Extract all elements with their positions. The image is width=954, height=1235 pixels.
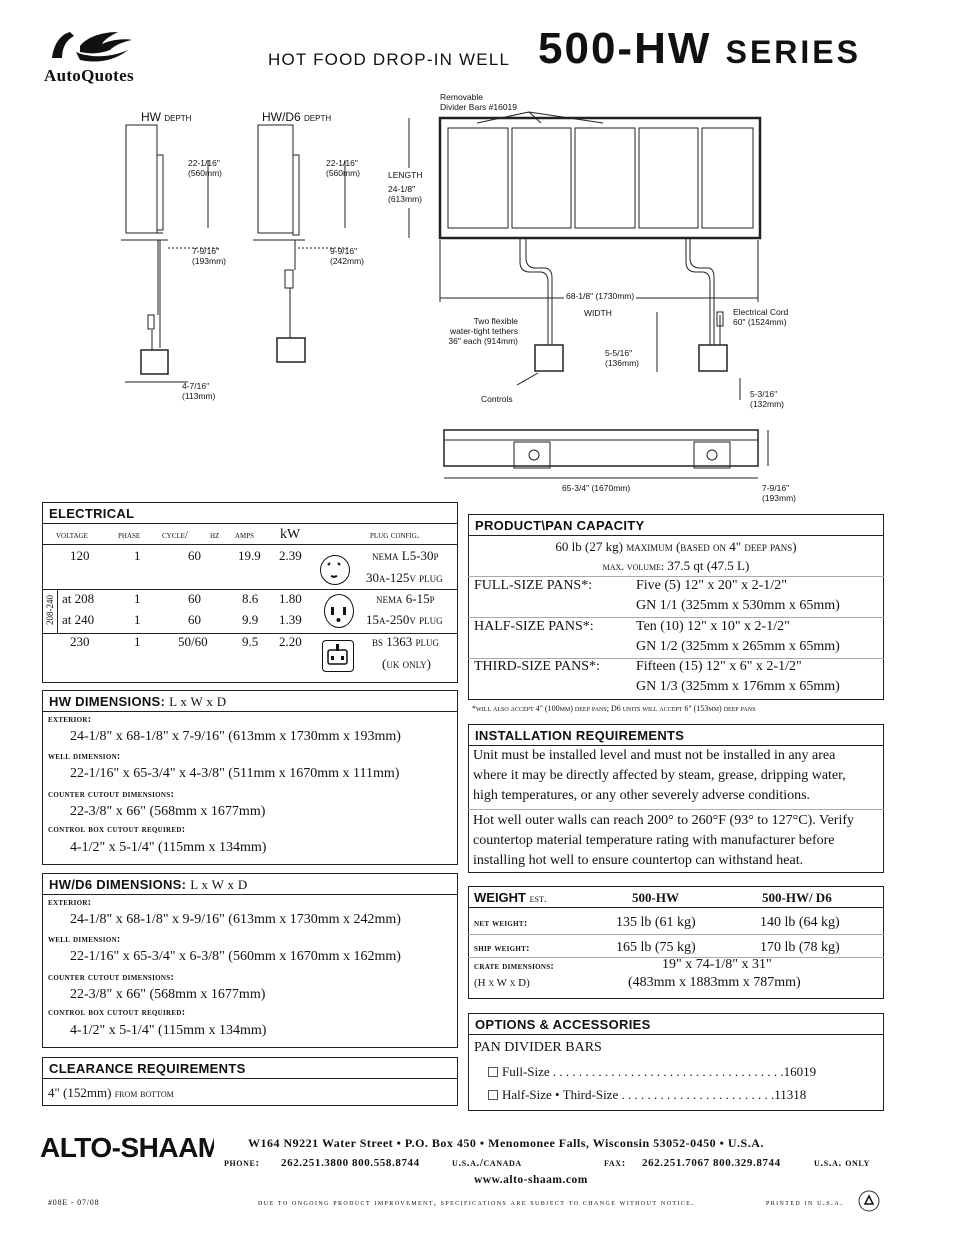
model-name: 500-HW	[538, 24, 712, 73]
ship-weight-500hwd6: 170 lb (78 kg)	[760, 940, 840, 955]
width-label: WIDTH	[584, 308, 612, 318]
hw-dimensions-title: HW DIMENSIONS: L x W x D	[43, 691, 457, 712]
cell-phase: 1	[134, 634, 141, 649]
row-divider	[468, 809, 884, 810]
weight-col-500hwd6: 500-HW/ D6	[762, 890, 832, 905]
full-size-value: Five (5) 12" x 20" x 2-1/2"	[636, 578, 787, 593]
plug1-line1: nema L5-30p	[372, 548, 439, 563]
hw-depth-label: HW depth	[141, 110, 192, 124]
phone-region: u.s.a./canada	[452, 1157, 522, 1169]
alto-shaam-logo	[40, 1128, 214, 1164]
plug2-line2: 15a-250v plug	[366, 612, 443, 627]
phone-label: phone:	[224, 1157, 260, 1169]
checkbox-full-size[interactable]	[488, 1067, 498, 1077]
crate-dimensions-mm: (483mm x 1883mm x 787mm)	[628, 975, 801, 990]
cell-amps: 9.5	[242, 634, 259, 649]
well-height-dim: 7-9/16" (193mm)	[762, 483, 797, 503]
printed-in-usa: printed in u.s.a.	[766, 1198, 844, 1207]
cell-voltage: 120	[70, 548, 90, 563]
cell-phase: 1	[134, 591, 141, 606]
hw-dim-box: 4-7/16" (113mm)	[182, 381, 216, 401]
plug2-line1: nema 6-15p	[376, 591, 435, 606]
technical-drawing	[0, 0, 954, 510]
cell-phase: 1	[134, 612, 141, 627]
clearance-title: CLEARANCE REQUIREMENTS	[43, 1058, 457, 1079]
website-link[interactable]: www.alto-shaam.com	[474, 1174, 588, 1186]
plug3-line2: (uk only)	[382, 656, 432, 671]
weight-col-500hw: 500-HW	[632, 890, 679, 905]
net-weight-500hwd6: 140 lb (64 kg)	[760, 915, 840, 930]
header-hz: hz	[210, 530, 220, 541]
hw-dim-length: 22-1/16" (560mm)	[188, 158, 223, 178]
cell-voltage: 230	[70, 634, 90, 649]
third-size-gn: GN 1/3 (325mm x 176mm x 65mm)	[636, 679, 840, 694]
cell-amps: 8.6	[242, 591, 259, 606]
well-width-dim: 65-3/4" (1670mm)	[562, 483, 631, 493]
full-size-gn: GN 1/1 (325mm x 530mm x 65mm)	[636, 598, 840, 613]
header-plug: plug config.	[370, 530, 420, 541]
cell-hz: 50/60	[178, 634, 208, 649]
cell-kw: 2.20	[279, 634, 302, 649]
exterior-value: 24-1/8" x 68-1/8" x 7-9/16" (613mm x 1730mm x 193mm)	[70, 729, 401, 744]
recycle-icon	[858, 1190, 880, 1212]
tethers-label: Two flexible water-tight tethers 36" each (914mm)	[448, 316, 518, 346]
capacity-title: PRODUCT\PAN CAPACITY	[469, 515, 883, 536]
removable-divider-label: Removable Divider Bars #16019	[440, 92, 518, 112]
options-title: OPTIONS & ACCESSORIES	[469, 1014, 883, 1035]
exterior-label: exterior:	[48, 714, 92, 725]
third-size-value: Fifteen (15) 12" x 6" x 2-1/2"	[636, 659, 802, 674]
hwd6-dimensions-title: HW/D6 DIMENSIONS: L x W x D	[43, 874, 457, 895]
row-divider	[468, 934, 884, 935]
pan-divider-heading: PAN DIVIDER BARS	[474, 1040, 602, 1055]
cell-kw: 1.39	[279, 612, 302, 627]
well-dimension-value: 22-1/16" x 65-3/4" x 4-3/8" (511mm x 1670mm x 111mm)	[70, 766, 400, 781]
crate-dimensions-sub: (H x W x D)	[474, 977, 530, 989]
net-weight-label: net weight:	[474, 918, 528, 929]
header-kw: kW	[280, 527, 301, 542]
electrical-title: ELECTRICAL	[43, 503, 457, 524]
control-box-cutout-value: 4-1/2" x 5-1/4" (115mm x 134mm)	[70, 1023, 267, 1038]
exterior-value: 24-1/8" x 68-1/8" x 9-9/16" (613mm x 1730mm x 242mm)	[70, 912, 401, 927]
series-label: SERIES	[725, 34, 861, 70]
page-subtitle: HOT FOOD DROP-IN WELL	[268, 50, 511, 69]
footer-address: W164 N9221 Water Street • P.O. Box 450 • Menomonee Falls, Wisconsin 53052-0450 • U.S.A.	[248, 1136, 764, 1150]
crate-dimensions-in: 19" x 74-1/8" x 31"	[662, 957, 772, 972]
control-box-cutout-label: control box cutout required:	[48, 824, 186, 835]
counter-cutout-value: 22-3/8" x 66" (568mm x 1677mm)	[70, 987, 266, 1002]
well-dimension-value: 22-1/16" x 65-3/4" x 6-3/8" (560mm x 1670mm x 162mm)	[70, 949, 401, 964]
cell-voltage: at 208	[62, 591, 95, 606]
hwd6-depth-label: HW/D6 depth	[262, 110, 332, 124]
cell-kw: 1.80	[279, 591, 302, 606]
row-divider	[468, 617, 884, 618]
brand-wordmark: ALTO-SHAAM	[40, 1132, 214, 1163]
half-size-value: Ten (10) 12" x 10" x 2-1/2"	[636, 619, 790, 634]
header-phase: phase	[118, 530, 141, 541]
control-box-height: 5-5/16" (136mm)	[605, 348, 640, 368]
third-size-label: THIRD-SIZE PANS*:	[474, 659, 600, 674]
cell-kw: 2.39	[279, 548, 302, 563]
disclaimer: due to ongoing product improvement, specifications are subject to change without notice.	[258, 1198, 695, 1207]
voltage-range-label: 208-240	[45, 595, 55, 625]
d6-dim-length: 22-1/16" (560mm)	[326, 158, 361, 178]
phone-numbers: 262.251.3800 800.558.8744	[281, 1157, 420, 1169]
width-dim: 68-1/8" (1730mm)	[566, 291, 635, 301]
header-cycle: cycle/	[162, 530, 188, 541]
control-box-cutout-label: control box cutout required:	[48, 1007, 186, 1018]
cell-voltage: at 240	[62, 612, 95, 627]
doc-code: #08E - 07/08	[48, 1198, 100, 1207]
fax-numbers: 262.251.7067 800.329.8744	[642, 1157, 781, 1169]
plug-l5-30p-icon	[320, 555, 350, 585]
cell-hz: 60	[188, 612, 201, 627]
well-dimension-label: well dimension:	[48, 934, 121, 945]
installation-paragraph-1: Unit must be installed level and must not be installed in any area where it may be directly affected by steam, grease, dripping water, high temperatures, or any other severely adverse conditions.	[473, 748, 846, 803]
plug-6-15p-icon	[324, 594, 354, 628]
exterior-label: exterior:	[48, 897, 92, 908]
control-box-depth: 5-3/16" (132mm)	[750, 389, 785, 409]
counter-cutout-label: counter cutout dimensions:	[48, 789, 175, 800]
plug-bs1363-icon	[322, 640, 354, 672]
option-half-third-size: Half-Size • Third-Size . . . . . . . . . . . . . . . . . . . . . . . .11318	[502, 1087, 807, 1102]
fax-region: u.s.a. only	[814, 1157, 870, 1169]
crate-dimensions-label: crate dimensions:	[474, 961, 555, 972]
header-voltage: voltage	[56, 530, 88, 541]
control-box-cutout-value: 4-1/2" x 5-1/4" (115mm x 134mm)	[70, 840, 267, 855]
half-size-gn: GN 1/2 (325mm x 265mm x 65mm)	[636, 639, 840, 654]
option-full-size: Full-Size . . . . . . . . . . . . . . . . . . . . . . . . . . . . . . . . . . . .16019	[502, 1064, 817, 1079]
full-size-label: FULL-SIZE PANS*:	[474, 578, 593, 593]
capacity-footnote: *will also accept 4" (100mm) deep pans; D6 units will accept 6" (153mm) deep pans	[472, 704, 756, 713]
header-amps: amps	[235, 530, 255, 541]
cell-amps: 9.9	[242, 612, 259, 627]
capacity-max: 60 lb (27 kg) maximum (based on 4" deep pans)	[555, 539, 797, 554]
cell-amps: 19.9	[238, 548, 261, 563]
length-label: LENGTH 24-1/8" (613mm)	[388, 170, 423, 204]
cell-phase: 1	[134, 548, 141, 563]
cell-hz: 60	[188, 548, 201, 563]
cell-hz: 60	[188, 591, 201, 606]
ship-weight-500hw: 165 lb (75 kg)	[616, 940, 696, 955]
net-weight-500hw: 135 lb (61 kg)	[616, 915, 696, 930]
header-divider	[42, 544, 458, 545]
autoquotes-wordmark: AutoQuotes	[44, 66, 134, 85]
installation-paragraph-2: Hot well outer walls can reach 200° to 260°F (93° to 127°C). Verify countertop material temperature rating with manufacturer before installing hot well to ensure countertop can withstand heat.	[473, 813, 855, 868]
plug1-line2: 30a-125v plug	[366, 570, 443, 585]
half-size-label: HALF-SIZE PANS*:	[474, 619, 594, 634]
row-divider	[42, 589, 458, 590]
capacity-volume: max. volume: 37.5 qt (47.5 L)	[602, 558, 750, 573]
hw-dim-depth: 7-9/16" (193mm)	[192, 246, 227, 266]
checkbox-half-third-size[interactable]	[488, 1090, 498, 1100]
fax-label: fax:	[604, 1157, 626, 1169]
clearance-value: 4" (152mm) from bottom	[48, 1085, 174, 1100]
well-dimension-label: well dimension:	[48, 751, 121, 762]
controls-label: Controls	[481, 394, 513, 404]
row-divider	[468, 576, 884, 577]
counter-cutout-label: counter cutout dimensions:	[48, 972, 175, 983]
cord-label: Electrical Cord 60" (1524mm)	[733, 307, 789, 327]
ship-weight-label: ship weight:	[474, 943, 530, 954]
counter-cutout-value: 22-3/8" x 66" (568mm x 1677mm)	[70, 804, 266, 819]
plug3-line1: bs 1363 plug	[372, 634, 440, 649]
installation-title: INSTALLATION REQUIREMENTS	[469, 725, 883, 746]
weight-title: WEIGHT est.	[474, 890, 547, 905]
d6-dim-depth: 9-9/16" (242mm)	[330, 246, 365, 266]
